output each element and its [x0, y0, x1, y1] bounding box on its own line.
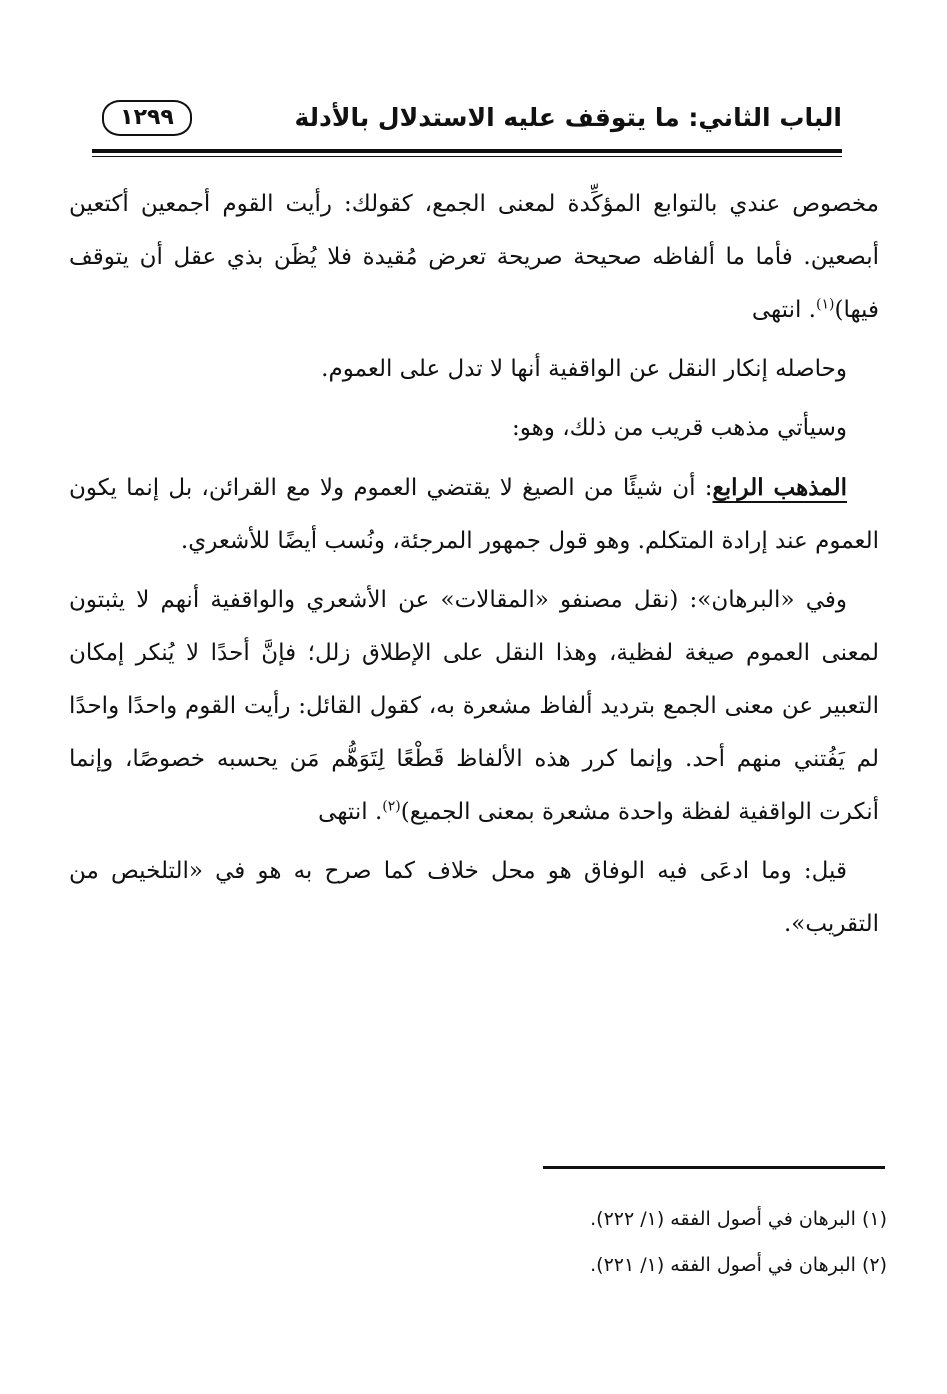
page-header [92, 96, 842, 144]
header-rule-thin [92, 156, 842, 157]
page-number-badge: ١٢٩٩ [102, 100, 192, 136]
paragraph-1 [69, 178, 879, 337]
footnote-2: (٢) البرهان في أصول الفقه (١/ ٢٢١). [590, 1254, 887, 1276]
paragraph-5-text: وفي «البرهان»: (نقل مصنفو «المقالات» عن الأشعري والواقفية أنهم لا يثبتون لمعنى العموم صيغة لفظية، وهذا النقل على الإطلاق زلل؛ فإنَّ أحدًا لا يُنكر إمكان التعبير عن معنى الجمع بترديد ألفاظ مشعرة به، كقول القائل: رأيت القوم واحدًا واحدًا لم يَفُتني منهم أحد. وإنما كرر هذه الألفاظ قَطْعًا لِتَوَهُّم مَن يحسبه خصوصًا، وإنما أنكرت الواقفية لفظة واحدة مشعرة بمعنى الجميع) [69, 587, 879, 825]
running-head-title: الباب الثاني: ما يتوقف عليه الاستدلال بالأدلة [294, 103, 842, 132]
footnote-1: (١) البرهان في أصول الفقه (١/ ٢٢٢). [590, 1208, 887, 1230]
paragraph-5-end: . انتهى [318, 799, 383, 825]
paragraph-4-text: : أن شيئًا من الصيغ لا يقتضي العموم ولا مع القرائن، بل إنما يكون العموم عند إرادة المتكلم. وهو قول جمهور المرجئة، ونُسب أيضًا للأشعري. [69, 475, 879, 554]
paragraph-2: وحاصله إنكار النقل عن الواقفية أنها لا تدل على العموم. [321, 356, 847, 382]
paragraph-1-text: مخصوص عندي بالتوابع المؤكِّدة لمعنى الجمع، كقولك: رأيت القوم أجمعين أكتعين أبصعين. فأما ما ألفاظه صحيحة صريحة تعرض مُقيدة فلا يُظَن بذي عقل أن يتوقف فيها) [69, 191, 879, 323]
paragraph-3: وسيأتي مذهب قريب من ذلك، وهو: [512, 415, 847, 441]
paragraph-6: قيل: وما ادعَى فيه الوفاق هو محل خلاف كما صرح به هو في «التلخيص من التقريب». [69, 858, 879, 937]
paragraph-5 [69, 574, 879, 839]
footnotes [387, 1196, 887, 1288]
paragraph-4 [69, 461, 879, 568]
footnote-ref-1[interactable]: (١) [816, 296, 835, 313]
section-heading-fourth-school: المذهب الرابع [712, 474, 847, 501]
main-text [69, 178, 879, 951]
paragraph-1-end: . انتهى [751, 297, 816, 323]
footnote-separator [543, 1166, 885, 1169]
header-rule-thick [92, 149, 842, 153]
footnote-ref-2[interactable]: (٢) [382, 798, 401, 815]
